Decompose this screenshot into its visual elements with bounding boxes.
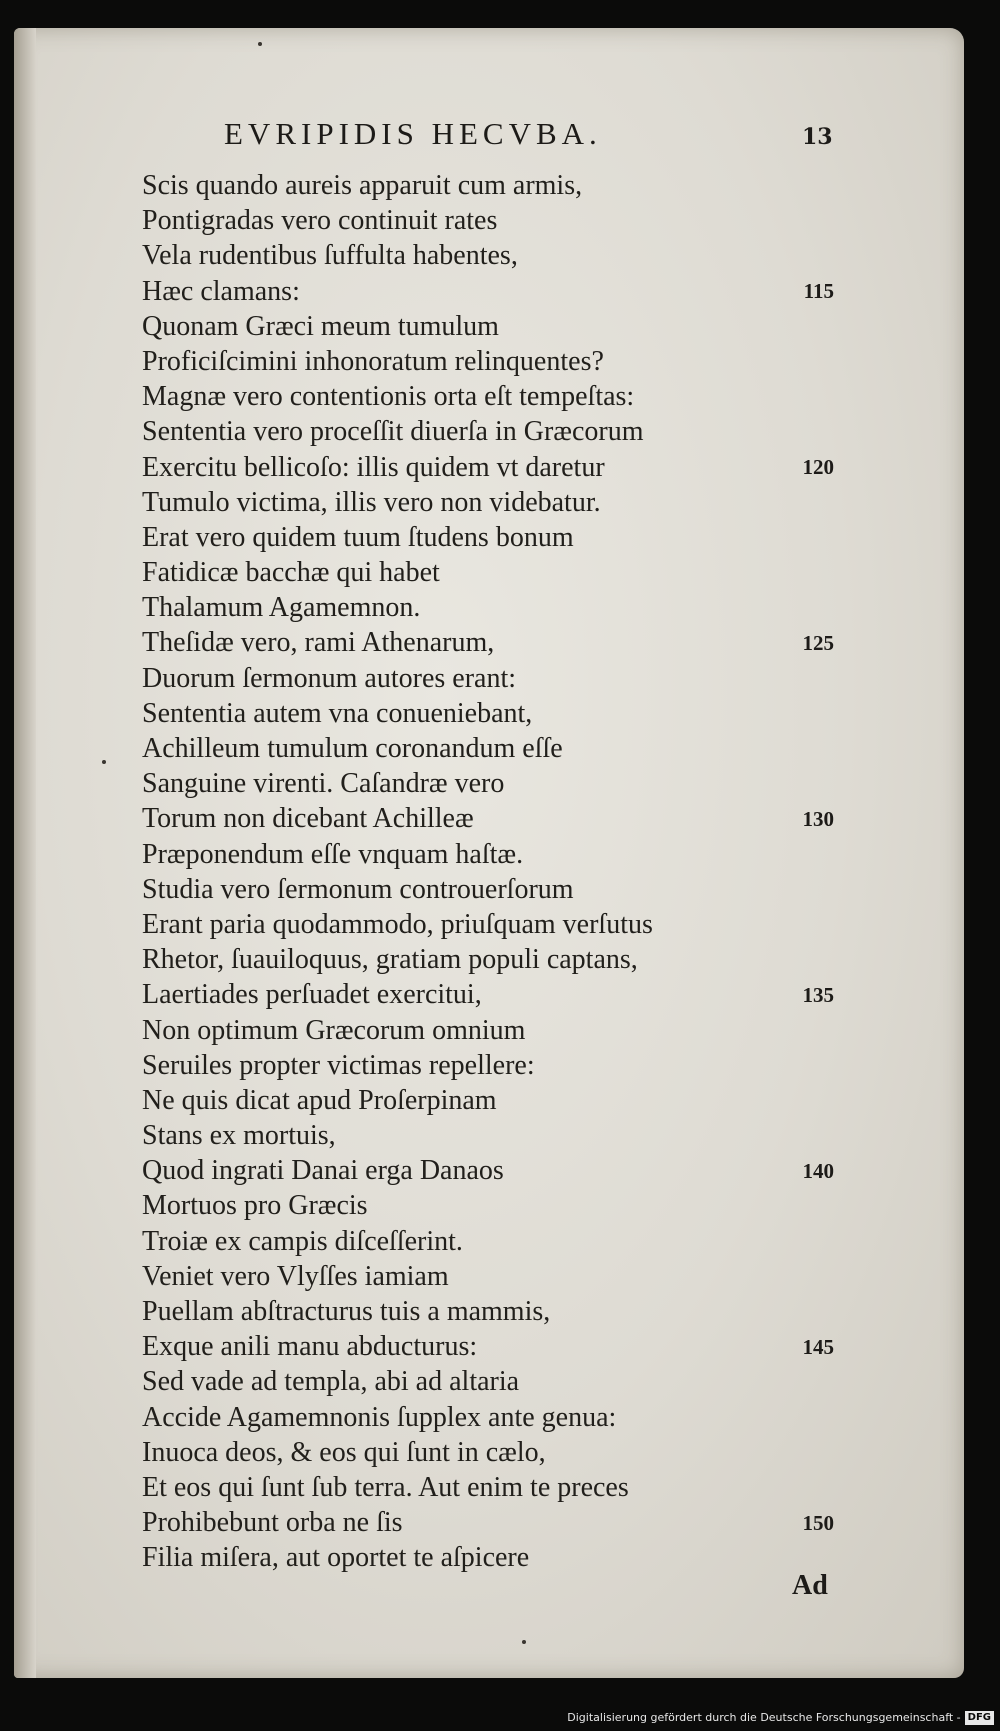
- verse-line: Pontigradas vero continuit rates: [142, 205, 498, 237]
- line-number: 115: [803, 278, 834, 303]
- verse-line: Ne quis dicat apud Proſerpinam: [142, 1084, 497, 1116]
- page-edge: [14, 28, 36, 1678]
- verse-line: Erant paria quodammodo, priuſquam verſutus: [142, 908, 653, 940]
- line-number: 125: [802, 630, 834, 655]
- ink-speck: [102, 760, 106, 764]
- dfg-logo: DFG: [965, 1711, 994, 1725]
- verse-line: Magnæ vero contentionis orta eſt tempeſtas:: [142, 381, 635, 413]
- book-page: [14, 28, 964, 1678]
- verse-line: Sanguine virenti. Caſandræ vero: [142, 768, 505, 800]
- verse-line: Vela rudentibus ſuffulta habentes,: [142, 240, 518, 272]
- verse-line: Proficiſcimini inhonoratum relinquentes?: [142, 345, 604, 377]
- line-number: 145: [802, 1334, 834, 1359]
- verse-line: Scis quando aureis apparuit cum armis,: [142, 170, 583, 201]
- verse-line: Achilleum tumulum coronandum eſſe: [142, 733, 563, 764]
- catchword: Ad: [792, 1570, 828, 1601]
- verse-line: Filia miſera, aut oportet te aſpicere: [142, 1542, 530, 1574]
- verse-line: Quonam Græci meum tumulum: [142, 310, 499, 342]
- verse-line: Præponendum eſſe vnquam haſtæ.: [142, 838, 524, 870]
- verse-line: Sententia autem vna conueniebant,: [142, 697, 533, 729]
- verse-line: Thalamum Agamemnon.: [142, 592, 421, 624]
- verse-line: Inuoca deos, & eos qui ſunt in cælo,: [142, 1436, 546, 1468]
- verse-line: Mortuos pro Græcis: [142, 1190, 368, 1222]
- verse-line: Et eos qui ſunt ſub terra. Aut enim te preces: [142, 1471, 629, 1503]
- verse-line: Stans ex mortuis,: [142, 1120, 336, 1152]
- verse-line: Rhetor, ſuauiloquus, gratiam populi captans,: [142, 944, 638, 976]
- verse-line: Puellam abſtracturus tuis a mammis,: [142, 1296, 551, 1327]
- verse-line: Sententia vero proceſſit diuerſa in Græcorum: [142, 416, 644, 448]
- verse-line: Non optimum Græcorum omnium: [142, 1014, 526, 1046]
- verse-line: Duorum ſermonum autores erant:: [142, 662, 517, 694]
- running-head: EVRIPIDIS HECVBA.: [224, 116, 602, 151]
- verse-line: Laertiades perſuadet exercitui,: [142, 979, 482, 1011]
- credit-text: Digitalisierung gefördert durch die Deutsche Forschungsgemeinschaft -: [567, 1711, 961, 1724]
- verse-line: Accide Agamemnonis ſupplex ante genua:: [142, 1401, 617, 1433]
- verse-line: Veniet vero Vlyſſes iamiam: [142, 1260, 449, 1292]
- folio-number: 13: [802, 124, 833, 150]
- line-number: 150: [802, 1510, 834, 1535]
- line-number: 135: [802, 982, 834, 1007]
- ink-speck: [522, 1640, 526, 1644]
- verse-line: Seruiles propter victimas repellere:: [142, 1049, 535, 1081]
- verse-line: Fatidicæ bacchæ qui habet: [142, 557, 440, 589]
- verse-line: Sed vade ad templa, abi ad altaria: [142, 1366, 520, 1398]
- verse-text-block: [142, 168, 762, 1576]
- verse-line: Quod ingrati Danai erga Danaos: [142, 1155, 504, 1187]
- verse-line: Theſidæ vero, rami Athenarum,: [142, 627, 495, 659]
- line-number: 140: [802, 1158, 834, 1183]
- verse-line: Exque anili manu abducturus:: [142, 1331, 478, 1363]
- digitization-credit: [567, 1709, 994, 1727]
- line-number: 130: [802, 806, 834, 831]
- verse-line: Erat vero quidem tuum ſtudens bonum: [142, 521, 574, 553]
- verse-line: Hæc clamans:: [142, 275, 300, 307]
- verse-line: Tumulo victima, illis vero non videbatur.: [142, 486, 601, 518]
- verse-line: Prohibebunt orba ne ſis: [142, 1507, 403, 1539]
- verse-line: Studia vero ſermonum controuerſorum: [142, 873, 574, 905]
- verse-line: Exercitu bellicoſo: illis quidem vt daretur: [142, 451, 605, 483]
- verse-line: Troiæ ex campis diſceſſerint.: [142, 1225, 463, 1257]
- line-number: 120: [802, 454, 834, 479]
- verse-line: Torum non dicebant Achilleæ: [142, 803, 474, 835]
- ink-speck: [258, 42, 262, 46]
